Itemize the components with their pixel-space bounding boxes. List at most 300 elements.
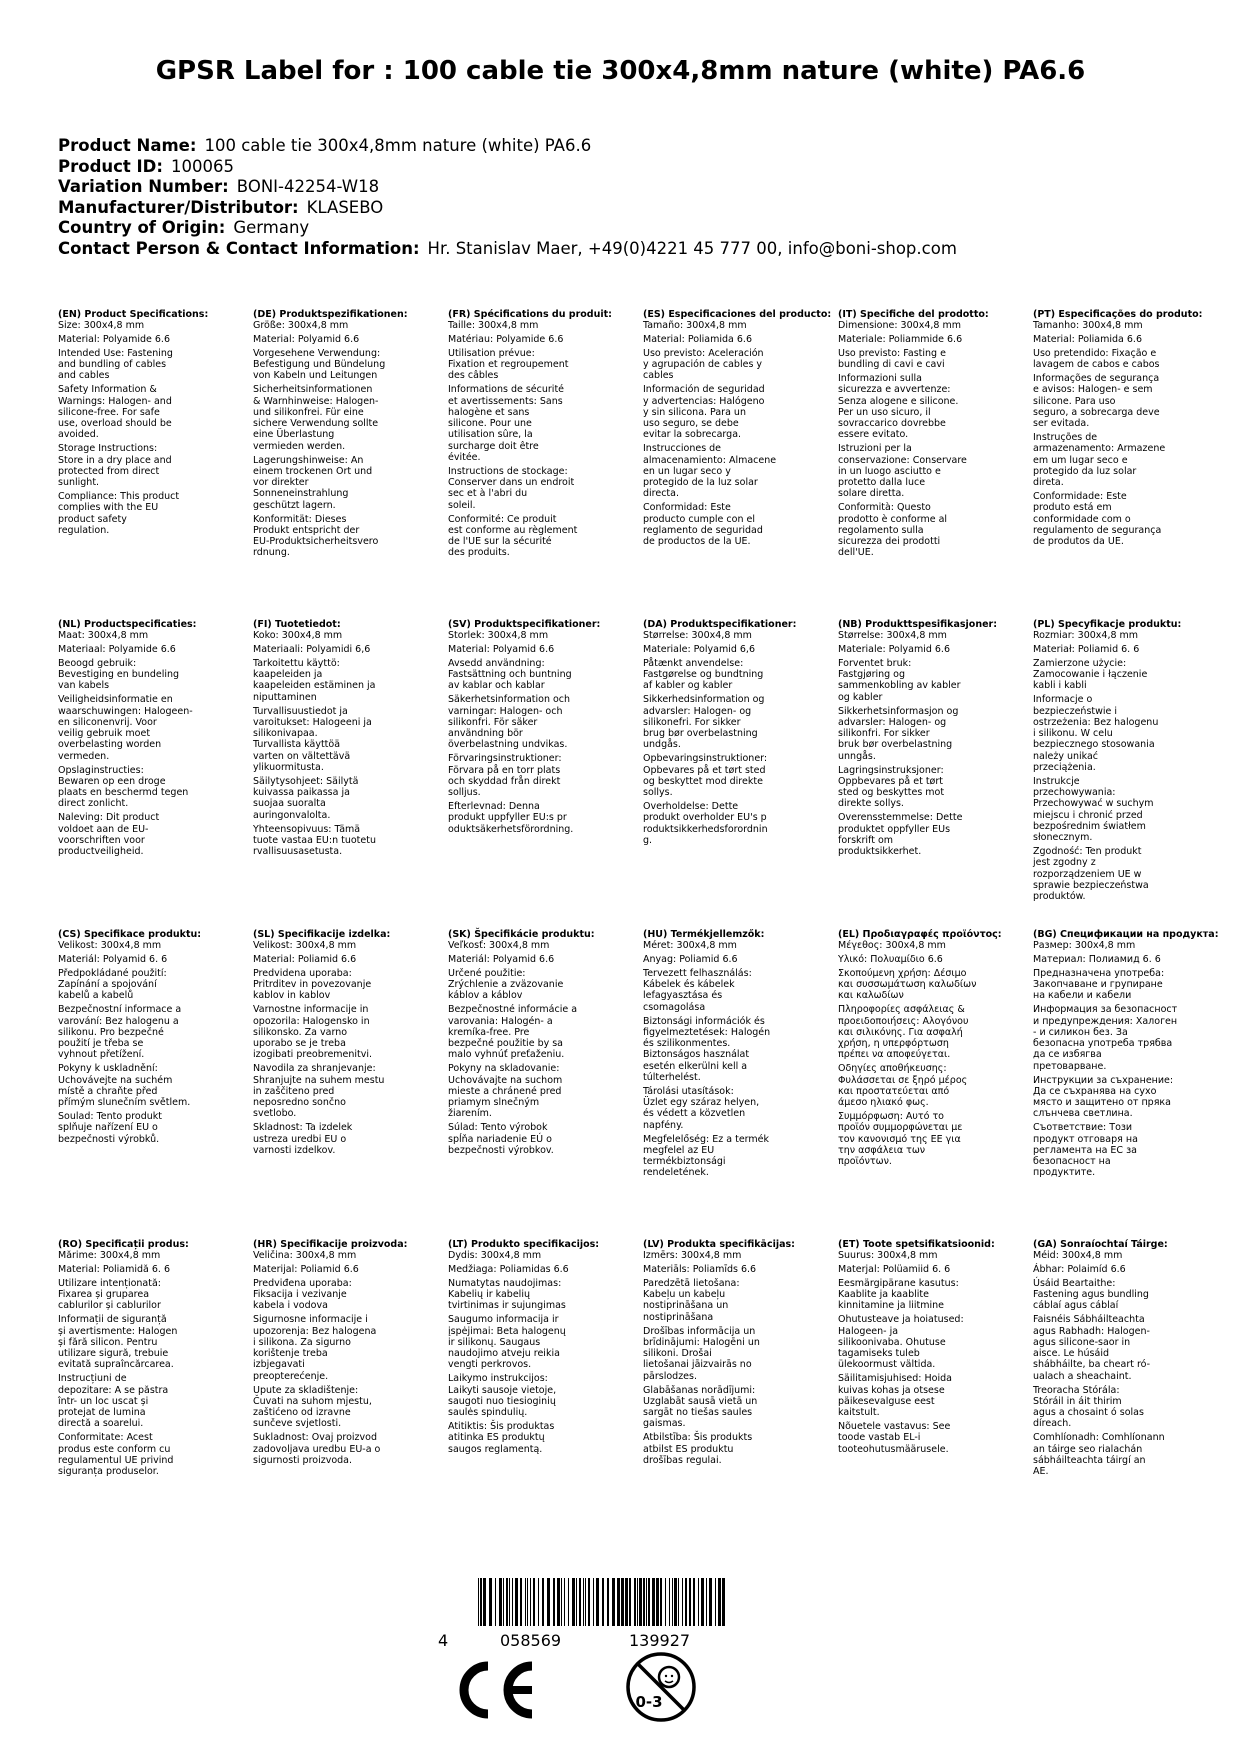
section-line: eine Überlastung xyxy=(253,429,335,441)
section-paragraph xyxy=(448,1250,616,1261)
section-paragraph xyxy=(643,1326,811,1382)
section-line: uso seguro, se debe xyxy=(643,418,739,430)
section-line: Materiale: Poliammide 6.6 xyxy=(838,334,963,346)
section-line: and bundling of cables xyxy=(58,359,167,371)
section-line: agus silicone-saor in xyxy=(1033,1336,1131,1348)
section-line: silikoonivaba. Ohutuse xyxy=(838,1336,946,1348)
section-line: Warnings: Halogen- and xyxy=(58,395,172,407)
barcode-group-2: 139927 xyxy=(629,1631,691,1650)
section-line: de l'UE sur la sécurité xyxy=(448,536,552,548)
section-paragraph xyxy=(838,812,1006,857)
section-line: Uchovávejte na suchém xyxy=(58,1074,173,1086)
section-line: Storlek: 300x4,8 mm xyxy=(448,630,549,642)
section-line: drošības regulai. xyxy=(643,1454,722,1466)
section-line: in un luogo asciutto e xyxy=(838,465,941,477)
section-line: Conformità: Questo xyxy=(838,502,931,514)
barcode-bar xyxy=(693,1578,695,1626)
section-line: undgås. xyxy=(643,739,681,751)
barcode-bar xyxy=(660,1578,662,1626)
section-line: άμεσο ηλιακό φως. xyxy=(838,1097,929,1109)
section-line: och skyddad från direkt xyxy=(448,775,561,787)
section-line: Μέγεθος: 300x4,8 mm xyxy=(838,940,946,952)
section-et xyxy=(838,1239,1006,1455)
section-line: Информация за безопасност xyxy=(1033,1004,1178,1016)
section-heading: (IT) Specifiche del prodotto: xyxy=(838,309,989,320)
section-paragraph xyxy=(838,644,1006,655)
section-cs xyxy=(58,929,226,1145)
section-line: Velikost: 300x4,8 mm xyxy=(58,940,162,952)
section-line: Størrelse: 300x4,8 mm xyxy=(643,630,752,642)
section-line: Halogeen- ja xyxy=(838,1325,899,1337)
section-line: päikesevalguse eest xyxy=(838,1395,935,1407)
section-line: Faisnéis Sábháilteachta xyxy=(1033,1314,1145,1326)
section-line: Lagerungshinweise: An xyxy=(253,454,364,466)
section-paragraph xyxy=(838,968,1006,1002)
barcode-bar xyxy=(646,1578,647,1626)
barcode-bar xyxy=(669,1578,670,1626)
section-line: použití je třeba se xyxy=(58,1038,144,1050)
section-paragraph xyxy=(643,968,811,1013)
section-sk xyxy=(448,929,616,1156)
section-line: zadovoljava uredbu EU-a o xyxy=(253,1443,381,1455)
section-paragraph xyxy=(838,334,1006,345)
section-paragraph xyxy=(58,968,226,1002)
section-line: AE. xyxy=(1033,1466,1049,1478)
section-line: Efterlevnad: Denna xyxy=(448,800,540,812)
section-line: Veličina: 300x4,8 mm xyxy=(253,1250,357,1262)
section-line: plaats en beschermd tegen xyxy=(58,787,189,799)
barcode-bar xyxy=(634,1578,636,1626)
section-paragraph xyxy=(253,630,421,641)
section-line: Opbevaringsinstruktioner: xyxy=(643,753,768,765)
section-line: sábháilteachta táirgí an xyxy=(1033,1454,1146,1466)
section-line: Bewaren op een droge xyxy=(58,775,166,787)
section-paragraph xyxy=(58,320,226,331)
section-line: sprawie bezpieczeństwa xyxy=(1033,880,1149,892)
section-line: tvirtinimas ir sujungimas xyxy=(448,1300,566,1312)
section-line: Sicherheitsinformationen xyxy=(253,384,373,396)
section-paragraph xyxy=(253,776,421,821)
section-line: Shranjujte na suhem mestu xyxy=(253,1074,385,1086)
section-line: Izmērs: 300x4,8 mm xyxy=(643,1250,742,1262)
section-line: g. xyxy=(643,834,653,846)
section-line: Overholdelse: Dette xyxy=(643,800,739,812)
section-line: veilig gebruik moet xyxy=(58,728,151,740)
section-paragraph xyxy=(643,753,811,798)
section-paragraph xyxy=(448,514,616,559)
section-paragraph xyxy=(643,644,811,655)
barcode-bar xyxy=(648,1578,650,1626)
section-line: neposredno sončno xyxy=(253,1097,346,1109)
section-paragraph xyxy=(1033,940,1201,951)
section-line: Instrucțiuni de xyxy=(58,1373,127,1385)
section-line: Turvallisuustiedot ja xyxy=(253,705,348,717)
section-line: Sukladnost: Ovaj proizvod xyxy=(253,1432,377,1444)
barcode-bar xyxy=(602,1578,604,1626)
barcode-bar xyxy=(538,1578,539,1626)
section-line: brug bør overbelastning xyxy=(643,728,758,740)
section-line: cables xyxy=(643,370,674,382)
section-paragraph xyxy=(643,502,811,547)
info-manufacturer: Manufacturer/Distributor: KLASEBO xyxy=(58,197,384,217)
section-line: nostiprināšana xyxy=(643,1311,714,1323)
section-line: Uso previsto: Fasting e xyxy=(838,347,946,359)
section-paragraph xyxy=(1033,1250,1201,1261)
section-heading: (EN) Product Specifications: xyxy=(58,309,209,320)
section-line: Befestigung und Bündelung xyxy=(253,359,386,371)
section-line: évitée. xyxy=(448,452,481,464)
section-line: de productos de la UE. xyxy=(643,536,751,548)
section-paragraph xyxy=(58,954,226,965)
section-line: ylikuormitusta. xyxy=(253,762,324,774)
section-paragraph xyxy=(58,1314,226,1370)
section-line: Size: 300x4,8 mm xyxy=(58,320,145,332)
section-line: kuivassa paikassa ja xyxy=(253,787,350,799)
barcode-bar xyxy=(495,1578,496,1626)
section-line: χρήση, η υπερφόρτωση xyxy=(838,1038,949,1050)
section-paragraph xyxy=(643,1016,811,1084)
section-paragraph xyxy=(643,694,811,750)
section-paragraph xyxy=(1033,1264,1201,1275)
section-line: Materiál: Polyamid 6.6 xyxy=(448,954,555,966)
section-line: utilisation sûre, la xyxy=(448,429,533,441)
section-line: shábháilte, ba cheart ró- xyxy=(1033,1359,1151,1371)
section-line: protejat de lumina xyxy=(58,1407,146,1419)
section-line: atitinka ES produktų xyxy=(448,1432,545,1444)
section-paragraph xyxy=(1033,776,1201,844)
section-lt xyxy=(448,1239,616,1455)
section-paragraph xyxy=(1033,644,1201,655)
section-line: almacenamiento: Almacene xyxy=(643,454,777,466)
section-paragraph xyxy=(838,1421,1006,1455)
section-line: Úsáid Beartaithe: xyxy=(1033,1277,1116,1289)
section-paragraph xyxy=(253,824,421,858)
section-line: regulation. xyxy=(58,524,110,536)
section-line: Material: Poliamida 6.6 xyxy=(643,334,752,346)
section-line: upozorenja: Bez halogena xyxy=(253,1325,377,1337)
section-line: την ασφάλεια των xyxy=(838,1144,926,1156)
section-line: rendeletének. xyxy=(643,1167,709,1179)
section-line: Instruções de xyxy=(1033,431,1098,443)
section-line: Istruzioni per la xyxy=(838,443,912,455)
section-ro xyxy=(58,1239,226,1477)
section-paragraph xyxy=(643,1086,811,1131)
section-line: unngås. xyxy=(838,750,876,762)
section-paragraph xyxy=(1033,491,1201,547)
section-paragraph xyxy=(838,765,1006,810)
section-line: και συσσωμάτωση καλωδίων xyxy=(838,979,977,991)
section-line: Eesmärgipärane kasutus: xyxy=(838,1277,959,1289)
section-line: Opbevares på et tørt sted xyxy=(643,764,766,776)
section-paragraph xyxy=(1033,1314,1201,1382)
barcode-bar xyxy=(557,1578,560,1626)
section-line: на кабели и кабели xyxy=(1033,990,1132,1002)
section-paragraph xyxy=(253,348,421,382)
barcode-bar xyxy=(542,1578,544,1626)
section-line: i silikonu. W celu xyxy=(1033,728,1113,740)
section-line: EU-Produktsicherheitsvero xyxy=(253,536,379,548)
section-line: Zamierzone użycie: xyxy=(1033,657,1127,669)
section-line: Intended Use: Fastening xyxy=(58,347,173,359)
section-line: Atbilstība: Šis produkts xyxy=(643,1432,753,1444)
section-heading: (ES) Especificaciones del producto: xyxy=(643,309,832,320)
section-line: produto está em xyxy=(1033,502,1112,514)
section-line: Fastgørelse og bundtning xyxy=(643,669,764,681)
section-line: Zrýchlenie a zväzovanie xyxy=(448,979,564,991)
section-line: aisce. Le húsáid xyxy=(1033,1348,1109,1360)
section-line: spĺňa nariadenie EÚ o xyxy=(448,1133,552,1145)
barcode-bar xyxy=(612,1578,615,1626)
section-line: Produkt entspricht der xyxy=(253,524,360,536)
section-line: Velikost: 300x4,8 mm xyxy=(253,940,357,952)
section-line: Skladnost: Ta izdelek xyxy=(253,1122,353,1134)
barcode-bar xyxy=(478,1578,479,1626)
section-line: varoitukset: Halogeeni ja xyxy=(253,716,372,728)
section-paragraph xyxy=(448,1264,616,1275)
section-line: silikoni. Drošai xyxy=(643,1348,712,1360)
section-line: varningar: Halogen- och xyxy=(448,705,563,717)
barcode-bar xyxy=(572,1578,575,1626)
section-heading: (CS) Specifikace produktu: xyxy=(58,929,202,940)
section-line: des câbles xyxy=(448,370,499,382)
section-line: et avertissements: Sans xyxy=(448,395,563,407)
section-heading: (ET) Toote spetsifikatsioonid: xyxy=(838,1239,995,1250)
section-line: προϊόντων. xyxy=(838,1156,892,1168)
section-line: sigurnosti proizvoda. xyxy=(253,1454,353,1466)
section-line: przechowywania: xyxy=(1033,787,1116,799)
section-line: Materiāls: Poliamīds 6.6 xyxy=(643,1264,757,1276)
section-line: ostrzeżenia: Bez halogenu xyxy=(1033,716,1159,728)
section-paragraph xyxy=(838,1250,1006,1261)
section-line: kabelů a kabelů xyxy=(58,990,134,1002)
section-line: Beoogd gebruik: xyxy=(58,657,137,669)
section-paragraph xyxy=(1033,1385,1201,1430)
section-line: πρέπει να αποφεύγεται. xyxy=(838,1049,951,1061)
section-line: Bezpečnostní informace a xyxy=(58,1004,182,1016)
section-line: silikonsko. Za varno xyxy=(253,1026,348,1038)
section-paragraph xyxy=(643,658,811,692)
section-line: Uso previsto: Aceleración xyxy=(643,347,764,359)
section-paragraph xyxy=(448,801,616,835)
section-line: Kabelių ir kabelių xyxy=(448,1289,530,1301)
section-line: användning bör xyxy=(448,728,523,740)
section-paragraph xyxy=(838,373,1006,441)
section-line: geschützt lagern. xyxy=(253,499,336,511)
section-line: Φυλάσσεται σε ξηρό μέρος xyxy=(838,1074,968,1086)
section-line: Fiksacija i vezivanje xyxy=(253,1289,347,1301)
section-line: Uzglabāt sausā vietā un xyxy=(643,1395,758,1407)
section-paragraph xyxy=(643,1264,811,1275)
section-line: vengti perkrovos. xyxy=(448,1359,532,1371)
section-line: regolamento sulla xyxy=(838,524,924,536)
section-line: brīdinājumi: Halogēni un xyxy=(643,1336,760,1348)
section-sl xyxy=(253,929,421,1156)
section-line: saugos reglamentą. xyxy=(448,1443,543,1455)
section-heading: (DA) Produktspecifikationer: xyxy=(643,619,797,630)
section-line: siguranța produselor. xyxy=(58,1466,159,1478)
section-line: Instructions de stockage: xyxy=(448,465,568,477)
section-paragraph xyxy=(253,1063,421,1119)
barcode-bar xyxy=(698,1578,699,1626)
section-hr xyxy=(253,1239,421,1466)
section-line: toode vastab EL-i xyxy=(838,1432,921,1444)
section-line: Material: Poliamidă 6. 6 xyxy=(58,1264,171,1276)
section-paragraph xyxy=(448,630,616,641)
section-nl xyxy=(58,619,226,857)
section-line: advarsler: Halogen- og xyxy=(838,716,947,728)
section-line: Fastening agus bundling xyxy=(1033,1289,1149,1301)
section-line: csomagolása xyxy=(643,1001,706,1013)
section-line: malo vyhnúť preťaženiu. xyxy=(448,1049,565,1061)
section-line: sargāt no tiešas saules xyxy=(643,1407,753,1419)
section-paragraph xyxy=(448,1122,616,1156)
section-paragraph xyxy=(838,502,1006,558)
section-line: Utilisation prévue: xyxy=(448,347,535,359)
section-heading: (SK) Špecifikácie produktu: xyxy=(448,929,595,940)
section-line: Megfelelőség: Ez a termék xyxy=(643,1133,770,1145)
section-paragraph xyxy=(253,1122,421,1156)
section-paragraph xyxy=(838,1314,1006,1370)
section-paragraph xyxy=(58,334,226,345)
barcode-bar xyxy=(639,1578,642,1626)
section-paragraph xyxy=(643,1385,811,1430)
section-line: Conformidade: Este xyxy=(1033,490,1127,502)
barcode-bar xyxy=(672,1578,673,1626)
section-paragraph xyxy=(838,940,1006,951)
section-line: безопасност на xyxy=(1033,1156,1111,1168)
section-line: halogène et sans xyxy=(448,406,530,418)
section-line: díreach. xyxy=(1033,1418,1072,1430)
section-line: saugoti nuo tiesioginių xyxy=(448,1395,556,1407)
section-line: bezpiecznego stosowania xyxy=(1033,739,1155,751)
section-line: Store in a dry place and xyxy=(58,454,172,466)
section-paragraph xyxy=(1033,1004,1201,1072)
section-paragraph xyxy=(253,968,421,1002)
section-line: Material: Poliamid 6.6 xyxy=(253,954,357,966)
barcode-bar xyxy=(515,1578,518,1626)
section-line: direkte sollys. xyxy=(838,798,904,810)
section-line: naudojimo atveju reikia xyxy=(448,1348,560,1360)
barcode-bar xyxy=(583,1578,584,1626)
section-paragraph xyxy=(58,1111,226,1145)
section-paragraph xyxy=(838,1063,1006,1108)
section-heading: (GA) Sonraíochtaí Táirge: xyxy=(1033,1239,1168,1250)
section-line: seguro, a sobrecarga deve xyxy=(1033,406,1160,418)
section-heading: (NB) Produkttspesifikasjoner: xyxy=(838,619,998,630)
section-line: agus Rabhadh: Halogen- xyxy=(1033,1325,1150,1337)
section-line: silicone. Pour une xyxy=(448,418,532,430)
section-line: τον κανονισμό της ΕΕ για xyxy=(838,1133,961,1145)
section-line: silicone-free. For safe xyxy=(58,406,160,418)
section-da xyxy=(643,619,811,846)
section-paragraph xyxy=(253,384,421,452)
section-line: Sonneneinstrahlung xyxy=(253,488,349,500)
section-heading: (PT) Especificações do produto: xyxy=(1033,309,1203,320)
section-line: bezpečné použitie by sa xyxy=(448,1038,564,1050)
section-en xyxy=(58,309,226,536)
section-paragraph xyxy=(58,1278,226,1312)
barcode-bar xyxy=(533,1578,535,1626)
section-paragraph xyxy=(253,1250,421,1261)
section-line: uporabo se je treba xyxy=(253,1038,346,1050)
section-line: Zgodność: Ten produkt xyxy=(1033,846,1142,858)
section-paragraph xyxy=(58,1264,226,1275)
section-line: Materiaal: Polyamide 6.6 xyxy=(58,644,176,656)
section-line: og kabler xyxy=(838,691,883,703)
barcode-bar xyxy=(643,1578,645,1626)
section-line: Materiale: Polyamid 6,6 xyxy=(643,644,755,656)
section-paragraph xyxy=(1033,1278,1201,1312)
info-product-id: Product ID: 100065 xyxy=(58,156,234,176)
section-line: Fixation et regroupement xyxy=(448,359,569,371)
section-line: izbjegavati xyxy=(253,1359,305,1371)
section-line: kinnitamine ja liitmine xyxy=(838,1300,945,1312)
section-line: kablov in kablov xyxy=(253,990,331,1002)
section-sv xyxy=(448,619,616,835)
barcode-bar xyxy=(652,1578,655,1626)
section-line: kaitstult. xyxy=(838,1407,880,1419)
section-line: von Kabeln und Leitungen xyxy=(253,370,378,382)
section-line: Předpokládané použití: xyxy=(58,967,167,979)
barcode-bar xyxy=(617,1578,620,1626)
section-line: Senza alogene e silicone. xyxy=(838,395,959,407)
section-line: Tárolási utasítások: xyxy=(643,1085,734,1097)
section-paragraph xyxy=(1033,846,1201,902)
section-line: Οδηγίες αποθήκευσης: xyxy=(838,1063,947,1075)
barcode-bar xyxy=(596,1578,599,1626)
section-line: en un lugar seco y xyxy=(643,465,731,477)
section-line: Safety Information & xyxy=(58,384,157,396)
section-line: Conformité: Ce produit xyxy=(448,513,557,525)
section-paragraph xyxy=(253,334,421,345)
section-paragraph xyxy=(1033,954,1201,965)
section-line: Materiál: Polyamid 6. 6 xyxy=(58,954,168,966)
section-line: регламента на ЕС за xyxy=(1033,1144,1137,1156)
section-line: sovraccarico dovrebbe xyxy=(838,418,946,430)
section-paragraph xyxy=(1033,658,1201,692)
section-line: přímým slunečním světlem. xyxy=(58,1097,191,1109)
section-line: and cables xyxy=(58,370,110,382)
section-line: produs este conform cu xyxy=(58,1443,171,1455)
section-line: Materiale: Polyamid 6.6 xyxy=(838,644,950,656)
barcode-bar xyxy=(689,1578,691,1626)
section-line: Tervezett felhasználás: xyxy=(643,967,752,979)
section-paragraph xyxy=(1033,630,1201,641)
section-line: продуктите. xyxy=(1033,1167,1096,1179)
barcode-bar xyxy=(503,1578,504,1626)
section-line: Размер: 300x4,8 mm xyxy=(1033,940,1136,952)
section-paragraph xyxy=(253,1385,421,1430)
section-paragraph xyxy=(58,1063,226,1108)
section-paragraph xyxy=(448,1373,616,1418)
section-line: és védett a közvetlen xyxy=(643,1108,746,1120)
barcode-bar xyxy=(722,1578,725,1626)
section-line: armazenamento: Armazene xyxy=(1033,443,1166,455)
info-product-name: Product Name: 100 cable tie 300x4,8mm nature (white) PA6.6 xyxy=(58,136,592,155)
info-variation-number: Variation Number: BONI-42254-W18 xyxy=(58,177,380,196)
section-pt xyxy=(1033,309,1201,547)
section-line: Größe: 300x4,8 mm xyxy=(253,320,349,332)
section-line: Varnostne informacije in xyxy=(253,1004,369,1016)
section-paragraph xyxy=(838,1004,1006,1060)
barcode-group-1: 058569 xyxy=(500,1631,562,1650)
section-line: sted og beskyttes mot xyxy=(838,787,945,799)
section-line: Закопчаване и групиране xyxy=(1033,979,1163,991)
section-es xyxy=(643,309,832,548)
section-paragraph xyxy=(643,320,811,331)
section-line: des produits. xyxy=(448,547,510,559)
section-line: ser evitada. xyxy=(1033,418,1090,430)
